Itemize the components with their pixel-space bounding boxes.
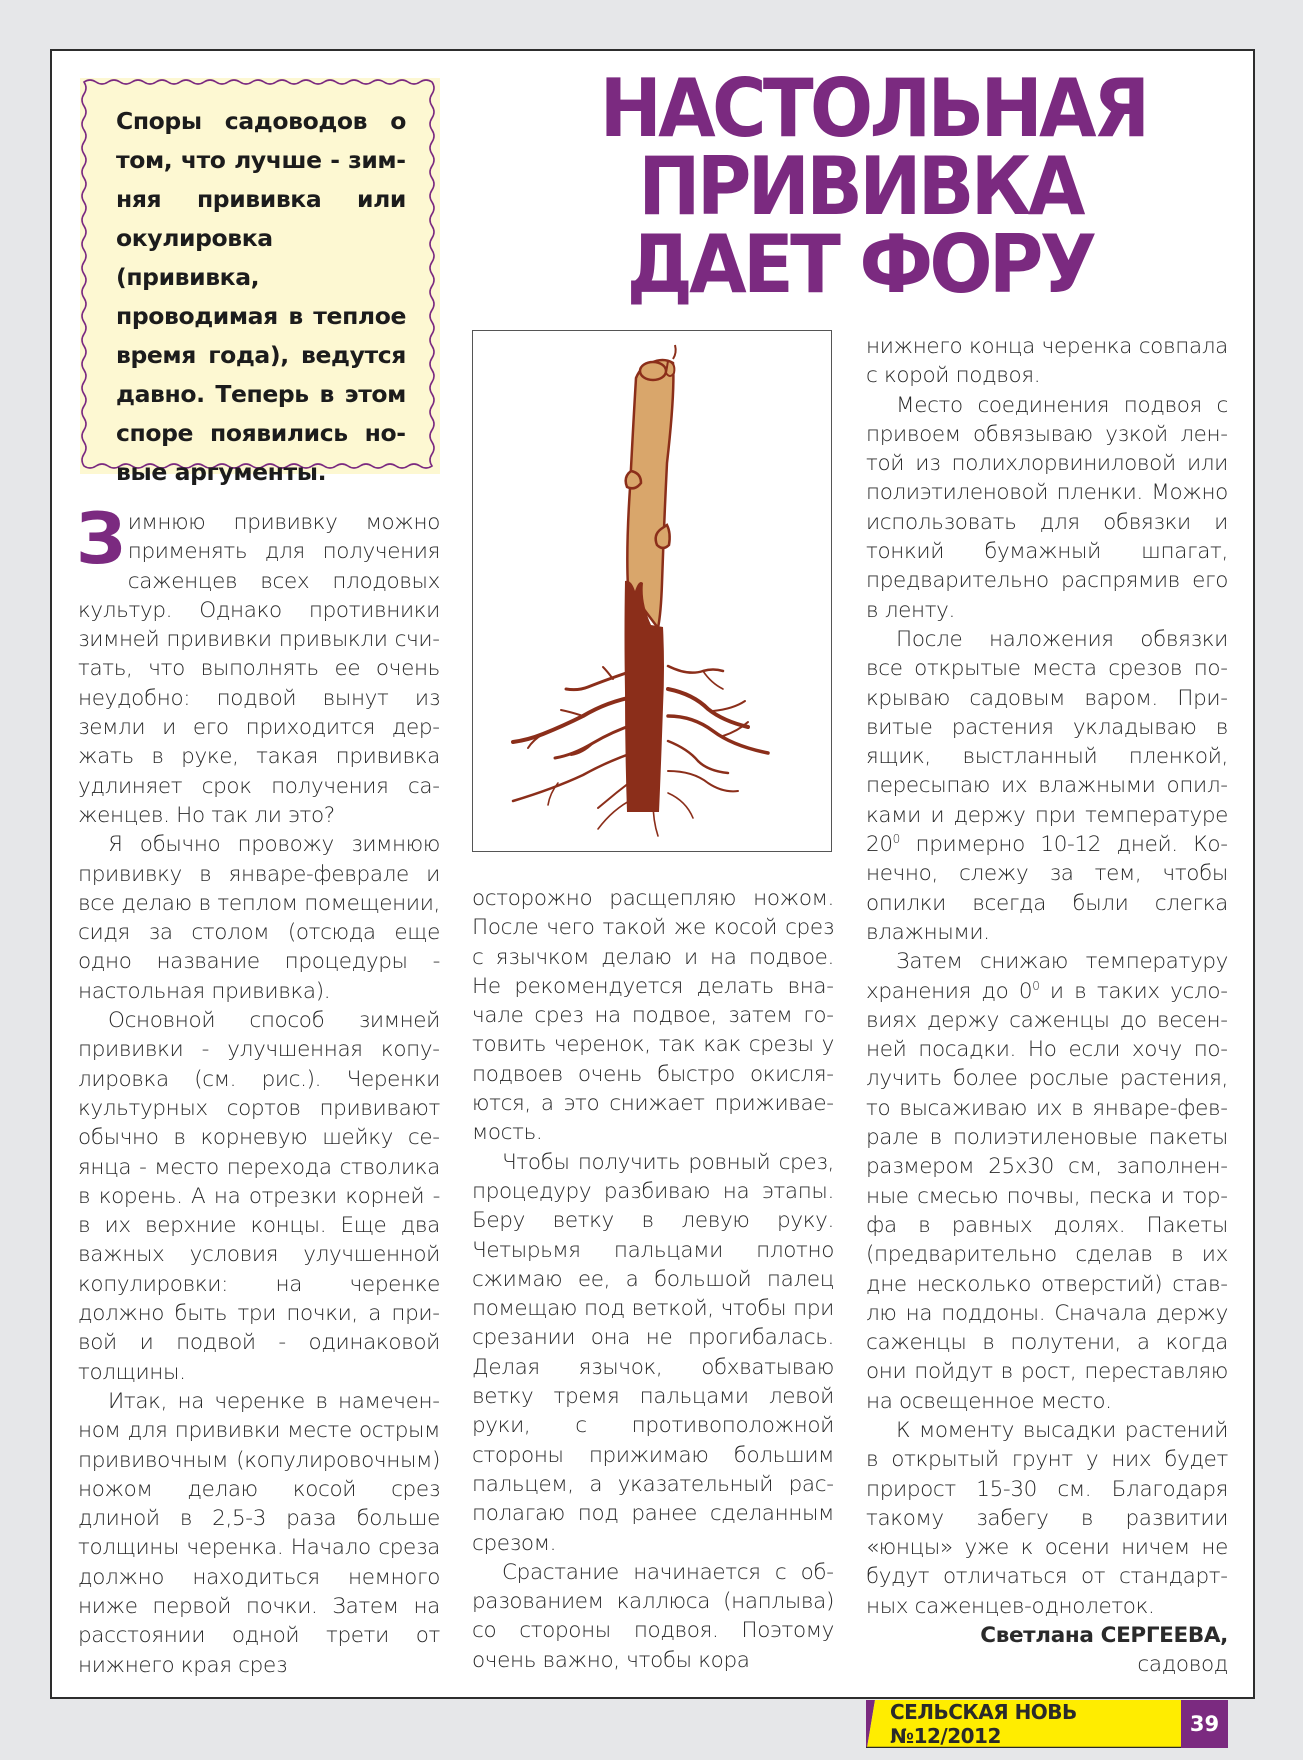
grafted-seedling-icon — [473, 331, 831, 851]
paragraph: После наложения обвязки все открытые места срезов покрываю садовым варом. Привитые растения укладываю в ящик, выстланный пленкой, пересыпаю их влажными опилками и держу при температуре $20^0$ примерно 10-12 дней. Конечно, слежу за тем, чтобы опилки всегда были слегка влажными. — [866, 626, 1228, 945]
paragraph: Срастание начинается с образованием каллюса (наплыва) со стороны подвоя. Поэтому очень важно, чтобы кора — [472, 1559, 834, 1673]
drop-cap: З — [76, 498, 124, 580]
paragraph: нижнего конца черенка совпала с корой подвоя. — [866, 334, 1228, 389]
paragraph: Итак, на черенке в намеченном для прививки месте острым прививочным (копулировочным) ножом делаю косой срез длиной в 2,5-3 раза больше толщины черенка. Начало среза должно находиться немного ниже первой почки. Затем на расстоянии одной трети от нижнего края срез — [78, 1388, 440, 1678]
headline-line-2: ПРИВИВКА — [638, 140, 1082, 233]
article-column-3 — [866, 332, 1228, 1680]
lead-box — [80, 78, 440, 486]
article-column-2 — [472, 884, 834, 1675]
paragraph: Зимнюю прививку можно применять для получения саженцев всех плодовых культур. Однако противники зимней прививки привыкли считать, что выполнять ее очень неудобно: подвой вынут из земли и его приходится держать в руке, такая прививка удлиняет срок получения саженцев. Но так ли это? — [76, 498, 440, 828]
lead-text: Споры садоводов о том, что лучше - зимняя прививка или окулировка (прививка, проводимая в теплое время года), ведутся давно. Теперь в этом споре появились новые аргументы. — [116, 107, 406, 486]
headline-line-3: ДАЕТ ФОРУ — [626, 218, 1094, 311]
grafting-illustration — [472, 330, 832, 852]
page-footer — [866, 1700, 1228, 1748]
article-column-1 — [76, 498, 440, 1680]
author-signature — [866, 1621, 1228, 1680]
headline — [599, 62, 1147, 311]
headline-line-1: НАСТОЛЬНАЯ — [599, 62, 1147, 155]
paragraph: Я обычно провожу зимнюю прививку в январе-феврале и все делаю в теплом помещении, сидя за столом (отсюда еще одно название процедуры - настольная прививка). — [78, 832, 440, 1004]
paragraph: Основной способ зимней прививки - улучшенная копулировка (см. рис.). Черенки культурных сортов прививают обычно в корневую шейку сеянца - место перехода стволика в корень. А на отрезки корней - в их верхние концы. Еще два важных условия улучшенной копулировки: на черенке должно быть три почки, а привой и подвой - одинаковой толщины. — [78, 1008, 440, 1385]
page-number: 39 — [1181, 1700, 1228, 1748]
paragraph: осторожно расщепляю ножом. После чего такой же косой срез с язычком делаю и на подвое. Не рекомендуется делать вначале срез на подвое, затем готовить черенок, так как срезы у подвоев очень быстро окисляются, а это снижает приживаемость. — [472, 886, 834, 1146]
magazine-issue-label: СЕЛЬСКАЯ НОВЬ №12/2012 — [890, 1700, 1077, 1748]
paragraph: Затем снижаю температуру хранения до $0^0$ и в таких условиях держу саженцы до весенней посадки. Но если хочу получить более рослые растения, то высаживаю их в январе-феврале в полиэтиленовые пакеты размером 25х30 см, заполненные смесью почвы, песка и торфа в равных долях. Пакеты (предварительно сделав в их дне несколько отверстий) ставлю на поддоны. Сначала держу саженцы в полутени, а когда они пойдут в рост, переставляю на освещенное место. — [866, 949, 1228, 1414]
paragraph: Чтобы получить ровный срез, процедуру разбиваю на этапы. Беру ветку в левую руку. Четырьмя пальцами плотно сжимаю ее, а большой палец помещаю под веткой, чтобы при срезании она не прогибалась. Делая язычок, обхватываю ветку тремя пальцами левой руки, с противоположной стороны прижимаю большим пальцем, а указательный располагаю под ранее сделанным срезом. — [472, 1149, 834, 1556]
author-role: садовод — [1137, 1652, 1228, 1678]
paragraph: Место соединения подвоя с привоем обвязываю узкой лентой из полихлорвиниловой или полиэтиленовой пленки. Можно использовать для обвязки и тонкий бумажный шпагат, предварительно распрямив его в ленту. — [866, 392, 1228, 623]
author-name: Светлана СЕРГЕЕВА, — [980, 1623, 1228, 1649]
paragraph: К моменту высадки растений в открытый грунт у них будет прирост 15-30 см. Благодаря такому забегу в развитии «юнцы» уже к осени ничем не будут отличаться от стандартных саженцев-однолеток. — [866, 1417, 1228, 1619]
